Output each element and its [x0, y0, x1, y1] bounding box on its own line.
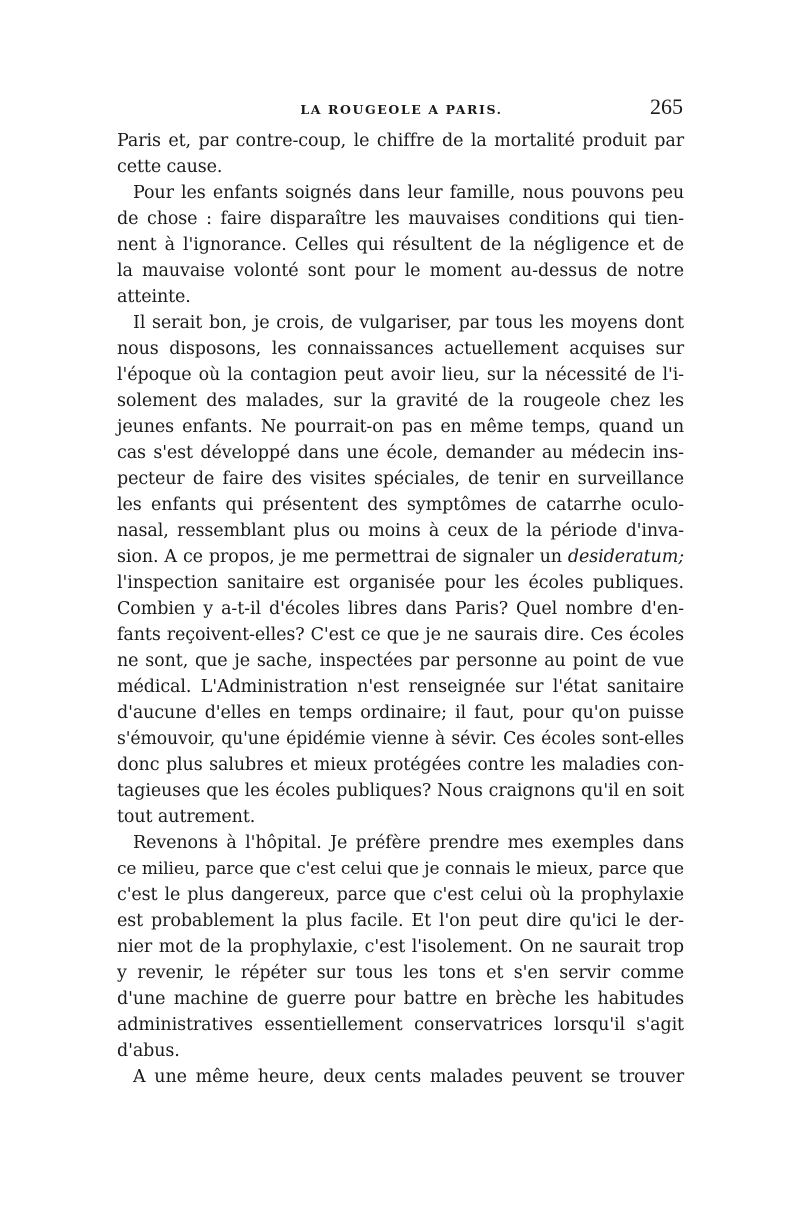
text-line-content: y revenir, le répéter sur tous les tons et s'en servir comme [117, 963, 684, 983]
text-line [117, 284, 684, 310]
text-line-content: l'inspection sanitaire est organisée pour les écoles publiques. [117, 573, 684, 593]
text-line-content: Pour les enfants soignés dans leur famille, nous pouvons peu [133, 183, 684, 203]
text-line-content: d'aucune d'elles en temps ordinaire; il faut, pour qu'on puisse [117, 703, 684, 723]
text-line-content: tout autrement. [117, 807, 256, 827]
text-line [117, 414, 684, 440]
text-line-content: est probablement la plus facile. Et l'on peut dire qu'ici le der- [117, 911, 684, 931]
text-line-content: c'est le plus dangereux, parce que c'est celui où la prophylaxie [117, 885, 684, 905]
text-line [117, 700, 684, 726]
text-line-content: administratives essentiellement conservatrices lorsqu'il s'agit [117, 1015, 684, 1035]
text-line-content: donc plus salubres et mieux protégées contre les maladies con- [117, 755, 684, 775]
text-line [117, 1064, 684, 1090]
text-line-content: d'une machine de guerre pour battre en brèche les habitudes [117, 989, 684, 1009]
text-line [117, 960, 684, 986]
text-line-content: médical. L'Administration n'est renseignée sur l'état sanitaire [117, 677, 684, 697]
text-line [117, 310, 684, 336]
text-line [117, 934, 684, 960]
text-line-content: solement des malades, sur la gravité de la rougeole chez les [117, 391, 684, 411]
page-number: 265 [650, 94, 683, 119]
text-line-content: les enfants qui présentent des symptômes de catarrhe oculo- [117, 495, 684, 515]
running-head [118, 92, 685, 122]
text-line-content: Revenons à l'hôpital. Je préfère prendre mes exemples dans [133, 833, 684, 853]
running-title: LA ROUGEOLE A PARIS. [300, 102, 503, 117]
text-line [117, 206, 684, 232]
text-line [117, 648, 684, 674]
text-line-content: ce milieu, parce que c'est celui que je connais le mieux, parce que [117, 859, 684, 879]
text-line-content: Combien y a-t-il d'écoles libres dans Paris? Quel nombre d'en- [117, 599, 684, 619]
text-line-content: Il serait bon, je crois, de vulgariser, par tous les moyens dont [133, 313, 684, 333]
text-line [117, 440, 684, 466]
text-line-content: A une même heure, deux cents malades peuvent se trouver [133, 1067, 684, 1087]
text-line [117, 388, 684, 414]
text-line-content: fants reçoivent-elles? C'est ce que je ne saurais dire. Ces écoles [117, 625, 684, 645]
text-line [117, 258, 684, 284]
text-line [117, 830, 684, 856]
text-line [117, 804, 684, 830]
text-line [117, 882, 684, 908]
text-line-content: Paris et, par contre-coup, le chiffre de la mortalité produit par [117, 131, 684, 151]
text-line [117, 726, 684, 752]
text-line-content: nier mot de la prophylaxie, c'est l'isolement. On ne saurait trop [117, 937, 684, 957]
text-line [117, 362, 684, 388]
text-line [117, 674, 684, 700]
text-line [117, 492, 684, 518]
text-line-content: de chose : faire disparaître les mauvaises conditions qui tien- [117, 209, 684, 229]
text-line [117, 518, 684, 544]
text-line-content: sion. A ce propos, je me permettrai de signaler un [117, 547, 568, 567]
text-line [117, 856, 684, 882]
text-line [117, 466, 684, 492]
text-line [117, 908, 684, 934]
text-line [117, 544, 684, 570]
text-line-content: ne sont, que je sache, inspectées par personne au point de vue [117, 651, 684, 671]
text-line [117, 1038, 684, 1064]
italic-term: desideratum; [567, 547, 684, 567]
text-line-content: cas s'est développé dans une école, demander au médecin ins- [117, 443, 684, 463]
text-line-content: atteinte. [117, 287, 191, 307]
text-line-content: pecteur de faire des visites spéciales, de tenir en surveillance [117, 469, 684, 489]
text-line-content: s'émouvoir, qu'une épidémie vienne à sévir. Ces écoles sont-elles [117, 729, 684, 749]
text-line [117, 1012, 684, 1038]
text-line-content: cette cause. [117, 157, 223, 177]
text-line [117, 180, 684, 206]
text-line [117, 622, 684, 648]
text-line [117, 778, 684, 804]
text-line-content: l'époque où la contagion peut avoir lieu, sur la nécessité de l'i- [117, 365, 684, 385]
text-line [117, 986, 684, 1012]
text-line-content: nasal, ressemblant plus ou moins à ceux de la période d'inva- [117, 521, 684, 541]
text-line [117, 336, 684, 362]
text-line-content: nous disposons, les connaissances actuellement acquises sur [117, 339, 684, 359]
text-line [117, 596, 684, 622]
body-text [117, 128, 684, 1090]
text-line-content: jeunes enfants. Ne pourrait-on pas en même temps, quand un [117, 417, 684, 437]
text-line [117, 128, 684, 154]
text-line [117, 154, 684, 180]
text-line [117, 570, 684, 596]
text-line-content: la mauvaise volonté sont pour le moment au-dessus de notre [117, 261, 684, 281]
text-line [117, 232, 684, 258]
text-line-content: tagieuses que les écoles publiques? Nous craignons qu'il en soit [117, 781, 684, 801]
text-line-content: nent à l'ignorance. Celles qui résultent de la négligence et de [117, 235, 684, 255]
text-line [117, 752, 684, 778]
text-line-content: d'abus. [117, 1041, 180, 1061]
